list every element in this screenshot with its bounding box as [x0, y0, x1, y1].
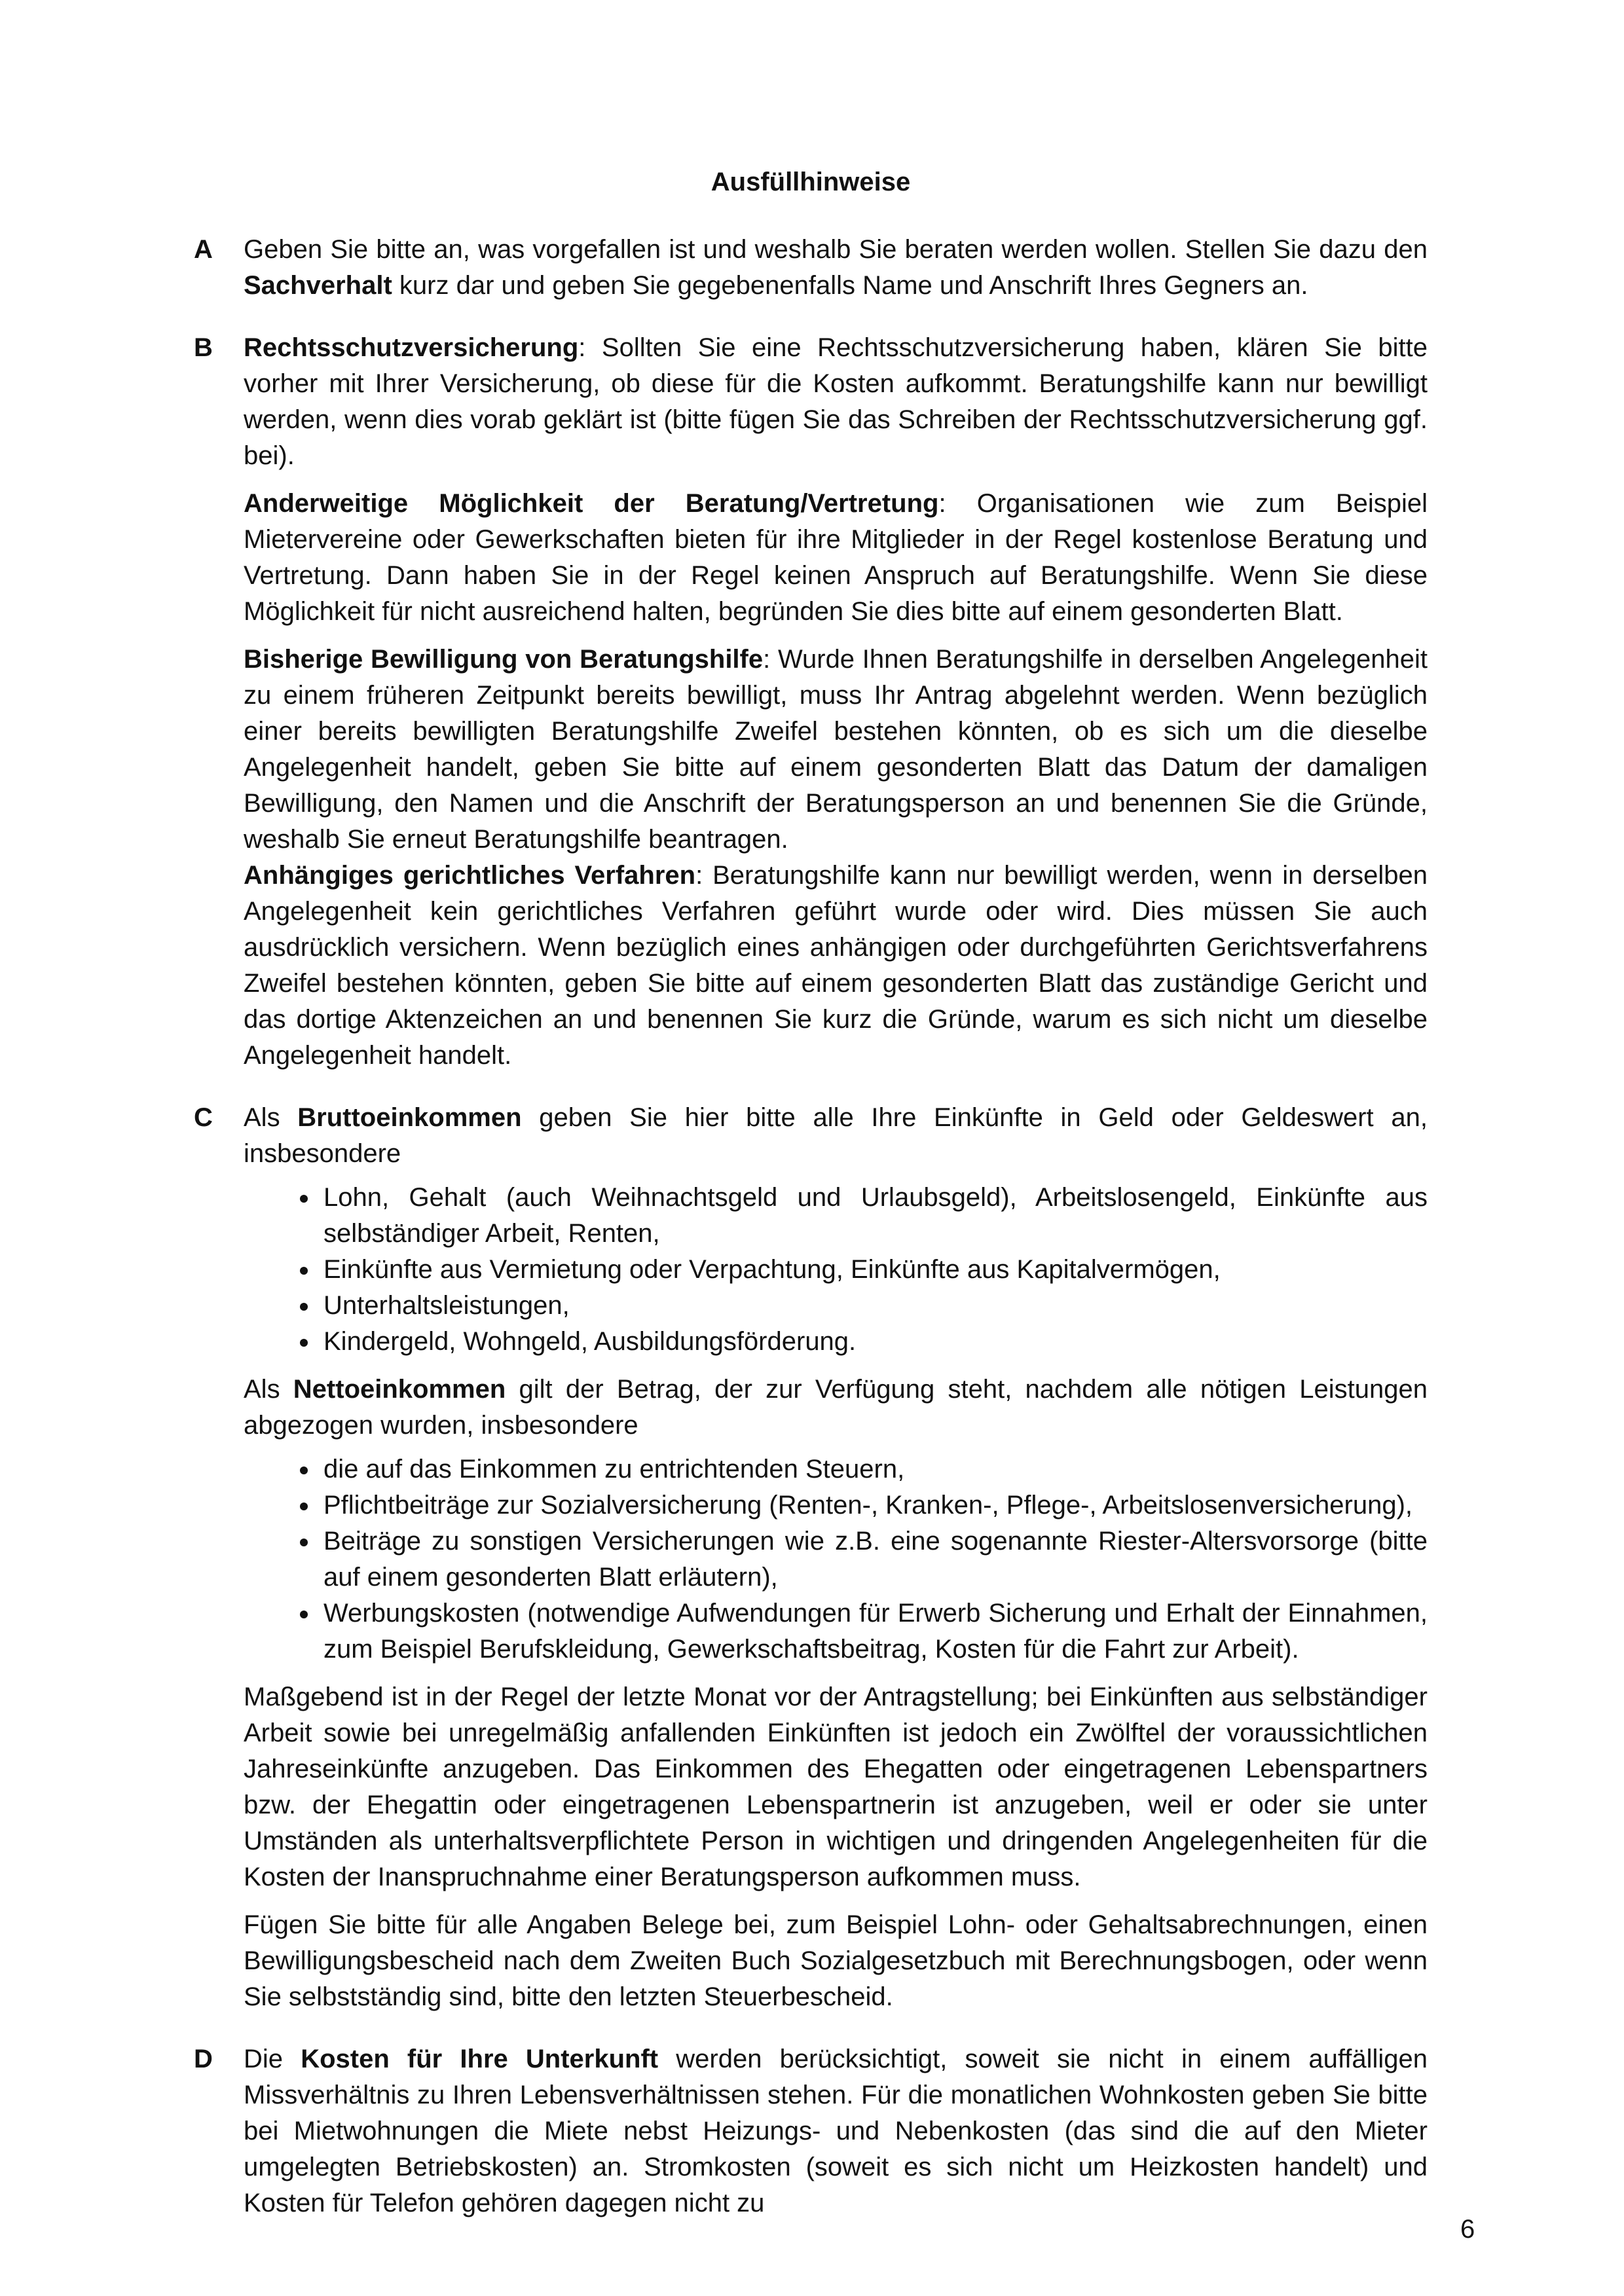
paragraph-anderweitige-moeglichkeit: [244, 486, 1428, 630]
section-letter: D: [194, 2045, 213, 2073]
paragraph-rechtsschutz: [244, 330, 1428, 474]
text-run: Als: [244, 1103, 298, 1132]
list-item: • Lohn, Gehalt (auch Weihnachtsgeld und Urlaubsgeld), Arbeitslosengeld, Einkünfte aus selbständiger Arbeit, Renten,: [320, 1180, 1428, 1252]
bold-term: Anderweitige Möglichkeit der Beratung/Vertretung: [244, 489, 939, 518]
text-run: : Organisationen wie zum Beispiel Mietervereine oder Gewerkschaften bieten für ihre Mitglieder in der Regel kostenlose Beratung und Vertretung. Dann haben Sie in der Regel keinen Anspruch auf Beratungshilfe. Wenn Sie diese Möglichkeit für nicht ausreichend halten, begründen Sie dies bitte auf einem gesonderten Blatt.: [244, 489, 1428, 626]
text-run: gilt der Betrag, der zur Verfügung steht, nachdem alle nötigen Leistungen abgezogen wurden, insbesondere: [244, 1375, 1428, 1440]
paragraph-massgebend: Maßgebend ist in der Regel der letzte Monat vor der Antragstellung; bei Einkünften aus selbständiger Arbeit sowie bei unregelmäßig anfallenden Einkünften ist jedoch ein Zwölftel der voraussichtlichen Jahreseinkünfte anzugeben. Das Einkommen des Ehegatten oder eingetragenen Lebenspartners bzw. der Ehegattin oder eingetragenen Lebenspartnerin ist anzugeben, weil er oder sie unter Umständen als unterhaltsverpflichtete Person in wichtigen und dringenden Angelegenheiten für die Kosten der Inanspruchnahme einer Beratungsperson aufkommen muss.: [244, 1683, 1428, 1891]
text-run: Geben Sie bitte an, was vorgefallen ist und weshalb Sie beraten werden wollen. Stellen Sie dazu den: [244, 235, 1428, 264]
text-run: : Beratungshilfe kann nur bewilligt werden, wenn in derselben Angelegenheit kein gerichtliches Verfahren geführt wurde oder wird. Dies müssen Sie auch ausdrücklich versichern. Wenn bezüglich eines anhängigen oder durchgeführten Gerichtsverfahrens Zweifel bestehen könnten, geben Sie bitte auf einem gesonderten Blatt das zuständige Gericht und das dortige Aktenzeichen an und benennen Sie kurz die Gründe, warum es sich nicht um dieselbe Angelegenheit handelt.: [244, 861, 1428, 1070]
text-run: : Sollten Sie eine Rechtsschutzversicherung haben, klären Sie bitte vorher mit Ihrer Versicherung, ob diese für die Kosten aufkommt. Beratungshilfe kann nur bewilligt werden, wenn dies vorab geklärt ist (bitte fügen Sie das Schreiben der Rechtsschutzversicherung ggf. bei).: [244, 333, 1428, 470]
bold-term: Nettoeinkommen: [293, 1375, 506, 1404]
section-body: [244, 232, 1428, 304]
bullet-list-netto: [244, 1451, 1428, 1667]
bold-term: Kosten für Ihre Unterkunft: [301, 2045, 659, 2073]
section-c: [194, 1100, 1428, 2015]
section-a: [194, 232, 1428, 304]
section-b: [194, 330, 1428, 1074]
text-run: Als: [244, 1375, 293, 1404]
bold-term: Rechtsschutzversicherung: [244, 333, 579, 362]
list-item: • Unterhaltsleistungen,: [320, 1288, 1428, 1324]
list-item: • Beiträge zu sonstigen Versicherungen wie z.B. eine sogenannte Riester-Altersvorsorge (bitte auf einem gesonderten Blatt erläutern),: [320, 1523, 1428, 1595]
list-item: • Einkünfte aus Vermietung oder Verpachtung, Einkünfte aus Kapitalvermögen,: [320, 1252, 1428, 1288]
text-run: kurz dar und geben Sie gegebenenfalls Name und Anschrift Ihres Gegners an.: [392, 271, 1308, 300]
bold-term: Bisherige Bewilligung von Beratungshilfe: [244, 645, 764, 674]
section-letter: C: [194, 1103, 213, 1132]
paragraph-bruttoeinkommen: [244, 1100, 1428, 1172]
bold-term: Bruttoeinkommen: [297, 1103, 522, 1132]
list-item: • Pflichtbeiträge zur Sozialversicherung (Renten-, Kranken-, Pflege-, Arbeitslosenversicherung),: [320, 1487, 1428, 1523]
section-letter: A: [194, 235, 213, 264]
page-number: 6: [1460, 2215, 1475, 2244]
bullet-list-brutto: [244, 1180, 1428, 1360]
paragraph-bisherige-bewilligung: [244, 642, 1428, 858]
text-run: geben Sie hier bitte alle Ihre Einkünfte in Geld oder Geldeswert an, insbesondere: [244, 1103, 1428, 1168]
section-body: [244, 1100, 1428, 2015]
paragraph-nettoeinkommen: [244, 1372, 1428, 1444]
bold-term: Anhängiges gerichtliches Verfahren: [244, 861, 696, 890]
page-title: Ausfüllhinweise: [710, 168, 911, 196]
list-item: • die auf das Einkommen zu entrichtenden Steuern,: [320, 1451, 1428, 1487]
text-run: werden berücksichtigt, soweit sie nicht in einem auffälligen Missverhältnis zu Ihren Lebensverhältnissen stehen. Für die monatlichen Wohnkosten geben Sie bitte bei Mietwohnungen die Miete nebst Heizungs- und Nebenkosten (das sind die auf den Mieter umgelegten Betriebskosten) an. Stromkosten (soweit es sich nicht um Heizkosten handelt) und Kosten für Telefon gehören dagegen nicht zu: [244, 2045, 1428, 2217]
list-item: • Werbungskosten (notwendige Aufwendungen für Erwerb Sicherung und Erhalt der Einnahmen, zum Beispiel Berufskleidung, Gewerkschaftsbeitrag, Kosten für die Fahrt zur Arbeit).: [320, 1595, 1428, 1667]
bold-term: Sachverhalt: [244, 271, 392, 300]
section-body: [244, 330, 1428, 1074]
section-d: [194, 2041, 1428, 2221]
paragraph-belege: Fügen Sie bitte für alle Angaben Belege bei, zum Beispiel Lohn- oder Gehaltsabrechnungen, einen Bewilligungsbescheid nach dem Zweiten Buch Sozialgesetzbuch mit Berechnungsbogen, oder wenn Sie selbstständig sind, bitte den letzten Steuerbescheid.: [244, 1910, 1428, 2011]
text-run: Die: [244, 2045, 301, 2073]
section-body: [244, 2041, 1428, 2221]
paragraph-gerichtliches-verfahren: [244, 858, 1428, 1074]
list-item: • Kindergeld, Wohngeld, Ausbildungsförderung.: [320, 1324, 1428, 1360]
section-letter: B: [194, 333, 213, 362]
paragraph-sachverhalt: [244, 232, 1428, 304]
paragraph-unterkunft: [244, 2041, 1428, 2221]
text-run: : Wurde Ihnen Beratungshilfe in derselben Angelegenheit zu einem früheren Zeitpunkt bereits bewilligt, muss Ihr Antrag abgelehnt werden. Wenn bezüglich einer bereits bewilligten Beratungshilfe Zweifel bestehen könnten, ob es sich um die dieselbe Angelegenheit handelt, geben Sie bitte auf einem gesonderten Blatt das Datum der damaligen Bewilligung, den Namen und die Anschrift der Beratungsperson an und benennen Sie die Gründe, weshalb Sie erneut Beratungshilfe beantragen.: [244, 645, 1428, 854]
